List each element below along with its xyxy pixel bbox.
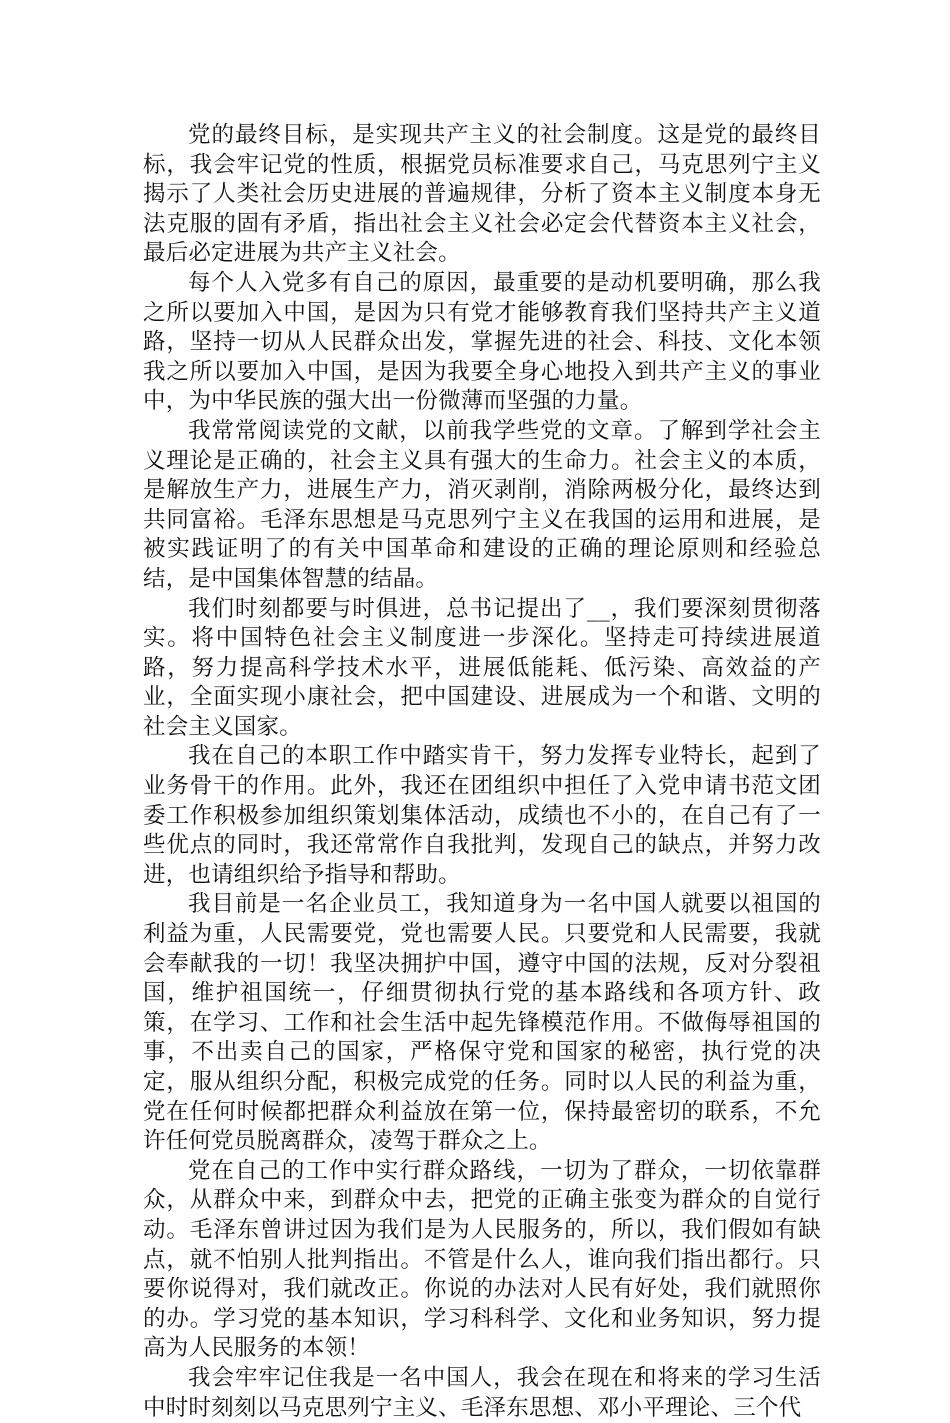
document-body — [143, 121, 821, 1423]
paragraph-3: 我常常阅读党的文献，以前我学些党的文章。了解到学社会主义理论是正确的，社会主义具有强大的生命力。社会主义的本质，是解放生产力，进展生产力，消灭剥削，消除两极分化，最终达到共同富裕。毛泽东思想是马克思列宁主义在我国的运用和进展，是被实践证明了的有关中国革命和建设的正确的理论原则和经验总结，是中国集体智慧的结晶。 — [143, 417, 821, 592]
paragraph-1: 党的最终目标，是实现共产主义的社会制度。这是党的最终目标，我会牢记党的性质，根据党员标准要求自己，马克思列宁主义揭示了人类社会历史进展的普遍规律，分析了资本主义制度本身无法克服的固有矛盾，指出社会主义社会必定会代替资本主义社会，最后必定进展为共产主义社会。 — [143, 122, 821, 267]
paragraph-7: 党在自己的工作中实行群众路线，一切为了群众，一切依靠群众，从群众中来，到群众中去，把党的正确主张变为群众的自觉行动。毛泽东曾讲过因为我们是为人民服务的，所以，我们假如有缺点，就不怕别人批判指出。不管是什么人，谁向我们指出都行。只要你说得对，我们就改正。你说的办法对人民有好处，我们就照你的办。学习党的基本知识，学习科科学、文化和业务知识，努力提高为人民服务的本领！ — [143, 1157, 821, 1362]
paragraph-5: 我在自己的本职工作中踏实肯干，努力发挥专业特长，起到了业务骨干的作用。此外，我还在团组织中担任了入党申请书范文团委工作积极参加组织策划集体活动，成绩也不小的，在自己有了一些优点的同时，我还常常作自我批判，发现自己的缺点，并努力改进，也请组织给予指导和帮助。 — [143, 743, 821, 888]
paragraph-4: 我们时刻都要与时俱进，总书记提出了__，我们要深刻贯彻落实。将中国特色社会主义制度进一步深化。坚持走可持续进展道路，努力提高科学技术水平，进展低能耗、低污染、高效益的产业，全面实现小康社会，把中国建设、进展成为一个和谐、文明的社会主义国家。 — [143, 595, 821, 740]
paragraph-8: 我会牢牢记住我是一名中国人，我会在现在和将来的学习生活中时时刻刻以马克思列宁主义、毛泽东思想、邓小平理论、三个代 — [143, 1364, 821, 1421]
paragraph-2: 每个人入党多有自己的原因，最重要的是动机要明确，那么我之所以要加入中国，是因为只有党才能够教育我们坚持共产主义道路，坚持一切从人民群众出发，掌握先进的社会、科技、文化本领我之所以要加入中国，是因为我要全身心地投入到共产主义的事业中，为中华民族的强大出一份微薄而坚强的力量。 — [143, 269, 821, 415]
paragraph-6: 我目前是一名企业员工，我知道身为一名中国人就要以祖国的利益为重，人民需要党，党也需要人民。只要党和人民需要，我就会奉献我的一切！我坚决拥护中国，遵守中国的法规，反对分裂祖国，维护祖国统一，仔细贯彻执行党的基本路线和各项方针、政策，在学习、工作和社会生活中起先锋模范作用。不做侮辱祖国的事，不出卖自己的国家，严格保守党和国家的秘密，执行党的决定，服从组织分配，积极完成党的任务。同时以人民的利益为重，党在任何时候都把群众利益放在第一位，保持最密切的联系，不允许任何党员脱离群众，凌驾于群众之上。 — [143, 891, 821, 1155]
